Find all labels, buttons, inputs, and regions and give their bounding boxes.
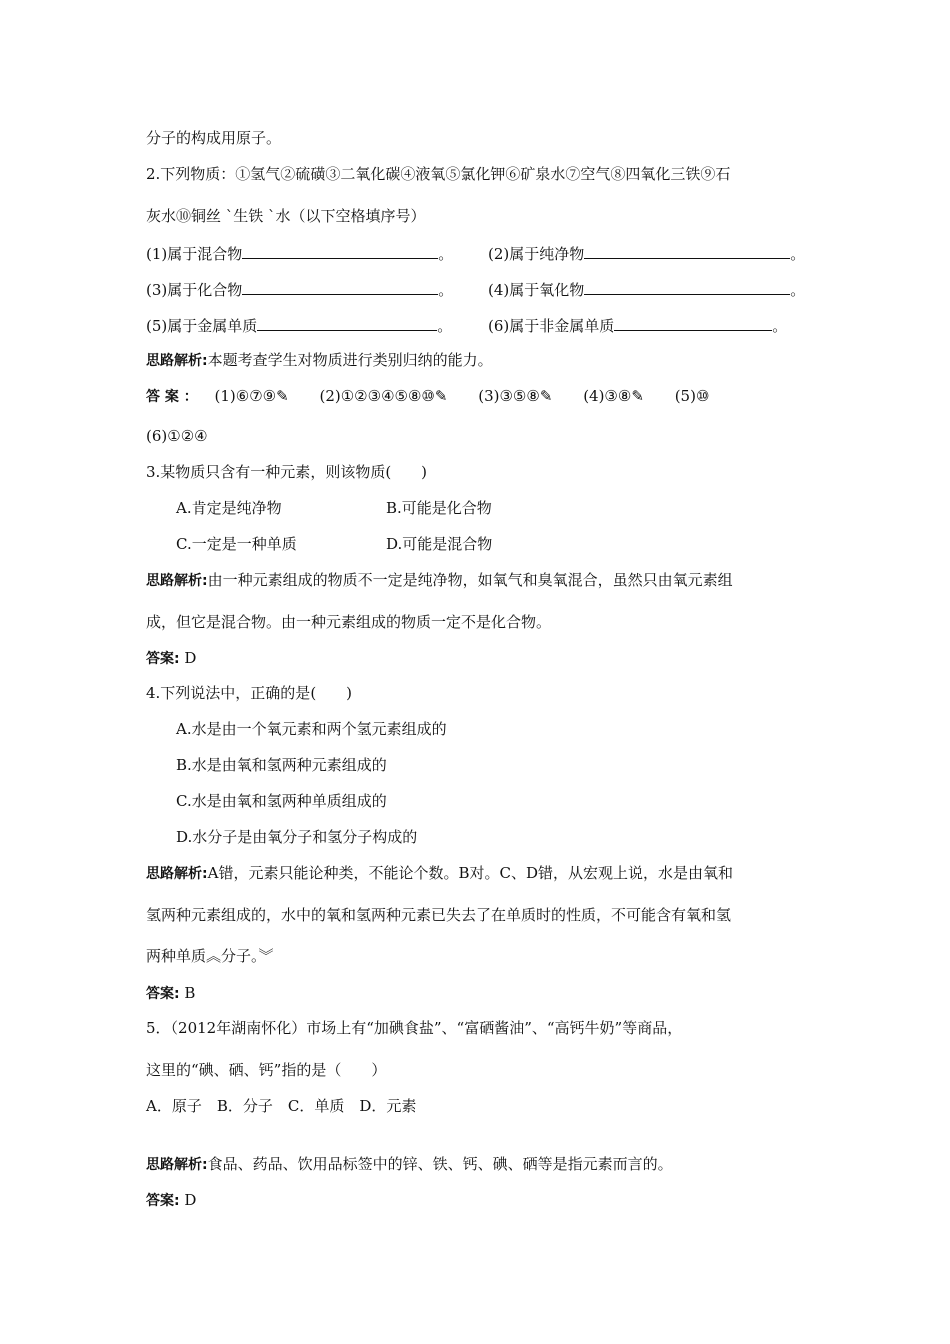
q2-blank-1: (1)属于混合物 。: [146, 242, 453, 264]
q3-option-a: A.肯定是纯净物: [176, 499, 282, 517]
text-line: 分子的构成用原子。: [146, 129, 282, 147]
q5-answer: 答案: D: [146, 1191, 197, 1209]
q2-answer: 答 案 ： (1)⑥⑦⑨✎ (2)①②③④⑤⑧⑩✎ (3)③⑤⑧✎ (4)③⑧✎ (5)⑩: [146, 387, 710, 405]
pencil-icon: ✎: [434, 387, 448, 405]
q5-options: A．原子 B．分子 C．单质 D．元素: [146, 1097, 417, 1115]
q2-answer-cont: (6)①②④: [146, 427, 208, 445]
q2-blank-5: (5)属于金属单质 。: [146, 314, 452, 336]
q4-option-a: A.水是由一个氧元素和两个氢元素组成的: [176, 720, 447, 738]
q3-analysis: 思路解析:由一种元素组成的物质不一定是纯净物，如氧气和臭氧混合，虽然只由氧元素组: [146, 571, 733, 589]
q4-analysis-cont: 氢两种元素组成的，水中的氧和氢两种元素已失去了在单质时的性质，不可能含有氧和氢: [146, 906, 732, 924]
q2-analysis: 思路解析:本题考查学生对物质进行类别归纳的能力。: [146, 351, 493, 369]
q2-blank-6: (6)属于非金属单质 。: [488, 314, 787, 336]
question-5-cont: 这里的“碘、硒、钙”指的是（ ）: [146, 1061, 387, 1079]
pencil-icon: ✎: [631, 387, 644, 405]
q4-answer: 答案: B: [146, 984, 196, 1002]
q4-analysis: 思路解析:A错，元素只能论种类，不能论个数。B对。C、D错，从宏观上说，水是由氧和: [146, 864, 733, 882]
pencil-icon: ✎: [276, 387, 289, 405]
question-2-cont: 灰水⑩铜丝 `生铁 `水（以下空格填序号）: [146, 207, 426, 225]
q5-analysis: 思路解析:食品、药品、饮用品标签中的锌、铁、钙、碘、硒等是指元素而言的。: [146, 1155, 673, 1173]
q2-blank-2: (2)属于纯净物 。: [488, 242, 805, 264]
q2-blank-4: (4)属于氧化物 。: [488, 278, 805, 300]
q3-option-d: D.可能是混合物: [386, 535, 493, 553]
q3-answer: 答案: D: [146, 649, 197, 667]
question-5: 5．（2012年湖南怀化）市场上有“加碘食盐”、“富硒酱油”、“高钙牛奶”等商品，: [146, 1019, 683, 1037]
q3-option-b: B.可能是化合物: [386, 499, 492, 517]
question-2: 2.下列物质：①氢气②硫磺③二氧化碳④液氧⑤氯化钾⑥矿泉水⑦空气⑧四氧化三铁⑨石: [146, 165, 731, 183]
q4-option-b: B.水是由氧和氢两种元素组成的: [176, 756, 387, 774]
q4-option-d: D.水分子是由氧分子和氢分子构成的: [176, 828, 418, 846]
q3-option-c: C.一定是一种单质: [176, 535, 297, 553]
question-3: 3.某物质只含有一种元素，则该物质( ): [146, 463, 428, 481]
q3-analysis-cont: 成，但它是混合物。由一种元素组成的物质一定不是化合物。: [146, 613, 552, 631]
q4-analysis-cont: 两种单质︽分子。︾: [146, 947, 274, 965]
question-4: 4.下列说法中，正确的是( ): [146, 684, 353, 702]
q2-blank-3: (3)属于化合物 。: [146, 278, 453, 300]
pencil-icon: ✎: [539, 387, 553, 405]
q4-option-c: C.水是由氧和氢两种单质组成的: [176, 792, 387, 810]
